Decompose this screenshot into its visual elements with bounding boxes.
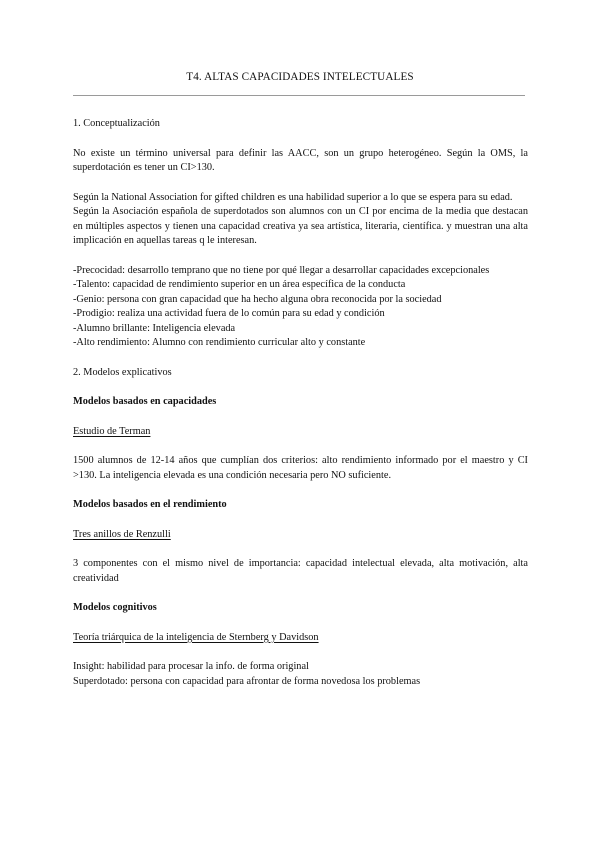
paragraph-national-association: Según la National Association for gifted children es una habilidad superior a lo que se espera para su edad.	[73, 191, 513, 203]
paragraph-asociacion-espanola: Según la Asociación española de superdotados son alumnos con un CI por encima de la media que destacan en múltiples aspectos y tienen una capacidad creativa ya sea artística, literaria, científica. y muestran una alta implicación en aquellas tareas q le interesan.	[73, 206, 528, 246]
model-subheading-terman: Estudio de Terman	[73, 425, 151, 437]
model-subheading-sternberg: Teoría triárquica de la inteligencia de Sternberg y Davidson	[73, 631, 319, 643]
model-heading-cognitivos: Modelos cognitivos	[73, 602, 157, 613]
paragraph-insight: Insight: habilidad para procesar la info. de forma original	[73, 661, 309, 672]
list-item: -Talento: capacidad de rendimiento superior en un área específica de la conducta	[73, 279, 406, 290]
section-heading-conceptualizacion: 1. Conceptualización	[73, 118, 160, 129]
title-divider	[73, 95, 525, 96]
paragraph-terman: 1500 alumnos de 12-14 años que cumplían dos criterios: alto rendimiento informado por el maestro y CI >130. La inteligencia elevada es una condición necesaria pero NO suficiente.	[73, 455, 528, 481]
document-title: T4. ALTAS CAPACIDADES INTELECTUALES	[186, 71, 414, 83]
list-item: -Alumno brillante: Inteligencia elevada	[73, 322, 236, 334]
paragraph-superdotado: Superdotado: persona con capacidad para afrontar de forma novedosa los problemas	[73, 675, 421, 687]
types-list	[73, 264, 528, 351]
list-item: -Prodigio: realiza una actividad fuera de lo común para su edad y condición	[73, 308, 385, 319]
list-item: -Genio: persona con gran capacidad que ha hecho alguna obra reconocida por la sociedad	[73, 293, 442, 305]
list-item: -Precocidad: desarrollo temprano que no tiene por qué llegar a desarrollar capacidades excepcionales	[73, 264, 490, 276]
list-item: -Alto rendimiento: Alumno con rendimiento curricular alto y constante	[73, 337, 366, 348]
paragraph-definition-oms: No existe un término universal para definir las AACC, son un grupo heterogéneo. Según la OMS, la superdotación es tener un CI>130.	[73, 147, 528, 173]
paragraph-renzulli: 3 componentes con el mismo nivel de importancia: capacidad intelectual elevada, alta motivación, alta creatividad	[73, 558, 528, 584]
model-heading-rendimiento: Modelos basados en el rendimiento	[73, 499, 227, 510]
document-body	[73, 117, 528, 689]
model-heading-capacidades: Modelos basados en capacidades	[73, 396, 217, 407]
model-subheading-renzulli: Tres anillos de Renzulli	[73, 528, 171, 540]
section-heading-modelos: 2. Modelos explicativos	[73, 366, 172, 378]
